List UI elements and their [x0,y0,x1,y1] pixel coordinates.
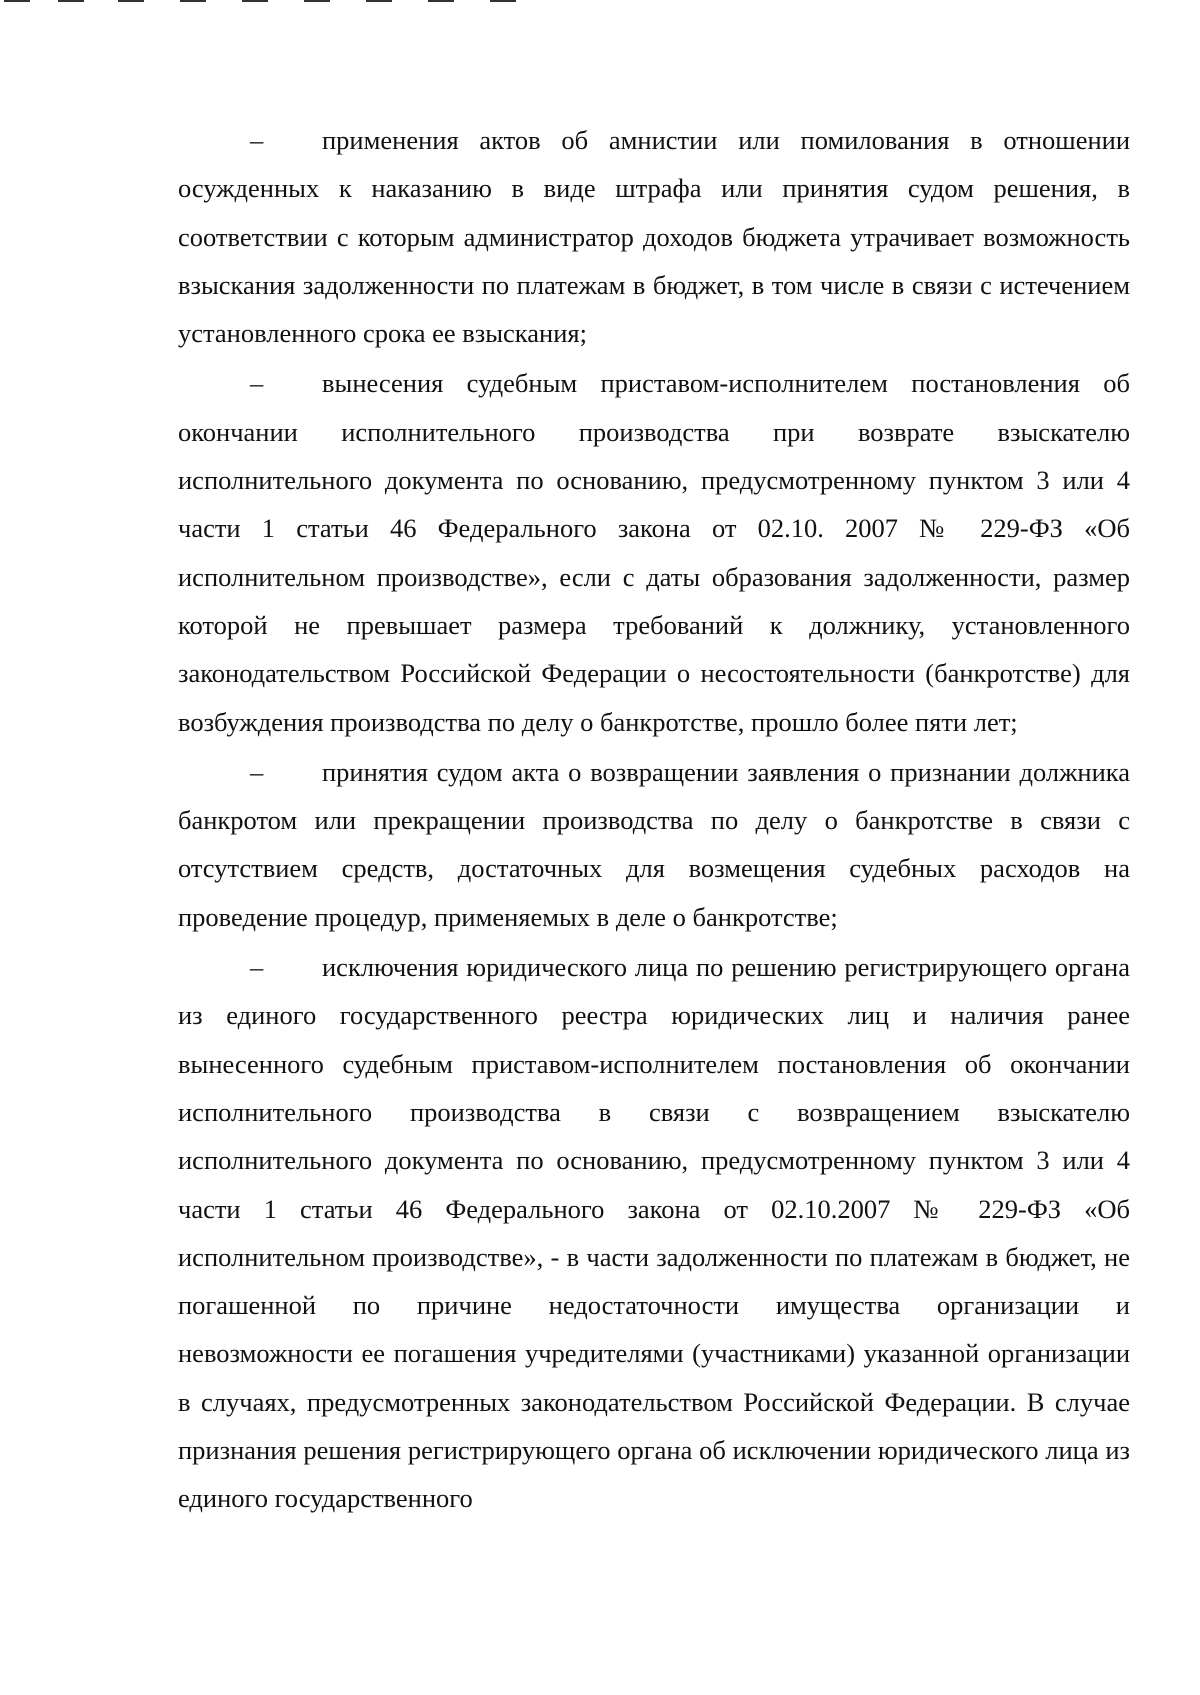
list-dash: – [250,368,264,399]
document-page [178,116,1130,1525]
list-item [178,359,1130,745]
scan-edge-marks [0,0,540,4]
list-item [178,748,1130,941]
list-item [178,116,1130,357]
list-item-text: исключения юридического лица по решению регистрирующего органа из единого государственного реестра юридических лиц и наличия ранее вынесенного судебным приставом-исполнителем постановления об окончании исполнительного производства в связи с возвращением взыскателю исполнительного документа по основанию, предусмотренному пунктом 3 или 4 части 1 статьи 46 Федерального закона от 02.10.2007 № 229-ФЗ «Об исполнительном производстве», - в части задолженности по платежам в бюджет, не погашенной по причине недостаточности имущества организации и невозможности ее погашения учредителями (участниками) указанной организации в случаях, предусмотренных законодательством Российской Федерации. В случае признания решения регистрирующего органа об исключении юридического лица из единого государственного [178,952,1130,1514]
list-item-text: принятия судом акта о возвращении заявления о признании должника банкротом или прекращении производства по делу о банкротстве в связи с отсутствием средств, достаточных для возмещения судебных расходов на проведение процедур, применяемых в деле о банкротстве; [178,756,1130,932]
list-item-text: вынесения судебным приставом-исполнителем постановления об окончании исполнительного производства при возврате взыскателю исполнительного документа по основанию, предусмотренному пунктом 3 или 4 части 1 статьи 46 Федерального закона от 02.10. 2007 № 229-ФЗ «Об исполнительном производстве», если с даты образования задолженности, размер которой не превышает размера требований к должнику, установленного законодательством Российской Федерации о несостоятельности (банкротстве) для возбуждения производства по делу о банкротстве, прошло более пяти лет; [178,368,1130,737]
list-dash: – [250,756,264,787]
list-item [178,943,1130,1523]
list-dash: – [250,125,264,155]
list-item-text: применения актов об амнистии или помилования в отношении осужденных к наказанию в виде штрафа или принятия судом решения, в соответствии с которым администратор доходов бюджета утрачивает возможность взыскания задолженности по платежам в бюджет, в том числе в связи с истечением установленного срока ее взыскания; [178,125,1130,349]
list-dash: – [250,952,264,983]
